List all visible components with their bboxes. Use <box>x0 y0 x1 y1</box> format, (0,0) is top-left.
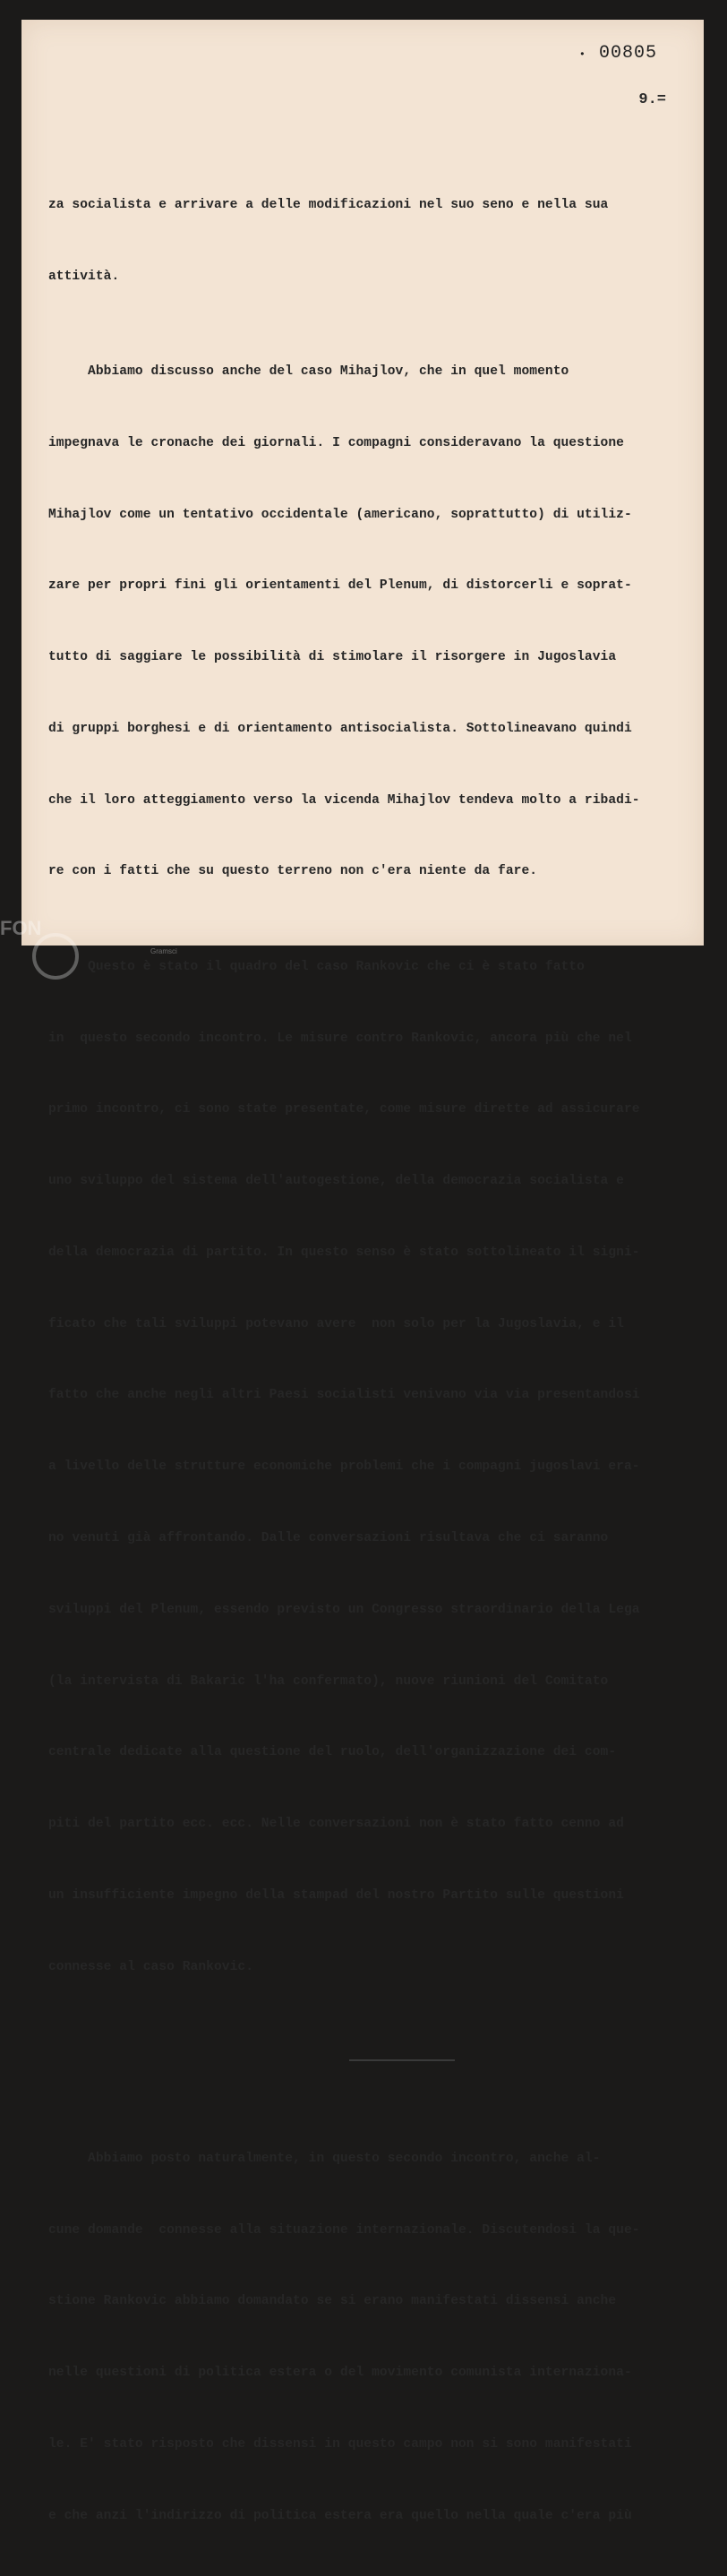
text-line: nelle questioni di politica estera o del movimento comunista internaziona- <box>48 2366 632 2381</box>
watermark-text: FON <box>0 917 42 939</box>
text-line: connesse al caso Rankovic. <box>48 1959 253 1974</box>
text-line: primo incontro, ci sono state presentate, come misure dirette ad assicurare <box>48 1102 640 1117</box>
document-number: • 00805 <box>578 43 657 64</box>
section-divider <box>349 2059 455 2061</box>
text-line: stione Rankovic abbiamo domandato se si erano manifestati dissensi anche <box>48 2294 617 2309</box>
text-line: fatto che anche negli altri Paesi socialisti venivano via via presentandosi <box>48 1388 640 1403</box>
watermark-subtext: Gramsci <box>150 947 177 955</box>
text-line: sviluppi del Plenum, essendo previsto un Congresso straordinario della Lega <box>48 1602 640 1617</box>
text-line: della democrazia di partito. In questo senso è stato sottolineato il signi- <box>48 1245 640 1260</box>
text-line: piti del partito ecc. ecc. Nelle conversazioni non è stato fatto cenno ad <box>48 1817 624 1832</box>
text-line: re con i fatti che su questo terreno non c'era niente da fare. <box>48 864 538 879</box>
text-line: di gruppi borghesi e di orientamento antisocialista. Sottolineavano quindi <box>48 721 632 736</box>
text-line: (la intervista di Bakaric l'ha confermato), nuove riunioni del Comitato <box>48 1673 609 1689</box>
text-line: Mihajlov come un tentativo occidentale (americano, soprattutto) di utiliz- <box>48 507 632 522</box>
archive-watermark <box>0 917 177 955</box>
text-line: le. E' stato risposto che dissensi in questo campo non si sono manifestati <box>48 2437 632 2452</box>
text-line: che il loro atteggiamento verso la vicenda Mihajlov tendeva molto a ribadi- <box>48 792 640 808</box>
text-line: Questo è stato il quadro del caso Rankovic che ci è stato fatto <box>48 959 585 974</box>
text-line: attività. <box>48 269 120 284</box>
body-text <box>48 122 693 2576</box>
text-line: cune domande connesse alla situazione internazionale. Discutendosi la que- <box>48 2222 640 2238</box>
text-line: uno sviluppo del sistema dell'autogestione, della democrazia socialista e <box>48 1174 624 1189</box>
text-line: e che anzi l'indirizzo di politica estera era quello nella quale c'era più <box>48 2508 632 2523</box>
text-line: za socialista e arrivare a delle modificazioni nel suo seno e nella sua <box>48 197 609 212</box>
text-line: ficato che tali sviluppi potevano avere non solo per la Jugoslavia, e il <box>48 1316 624 1331</box>
text-line: impegnava le cronache dei giornali. I compagni consideravano la questione <box>48 435 624 450</box>
page-number: 9.= <box>638 91 666 108</box>
text-line: Abbiamo posto naturalmente, in questo secondo incontro, anche al- <box>48 2151 601 2166</box>
text-line: in questo secondo incontro. Le misure contro Rankovic, ancora più che nel <box>48 1031 632 1046</box>
text-line: tutto di saggiare le possibilità di stimolare il risorgere in Jugoslavia <box>48 650 617 665</box>
text-line: Abbiamo discusso anche del caso Mihajlov, che in quel momento <box>48 364 569 379</box>
text-line: no venuti già affrontando. Dalle conversazioni risultava che ci saranno <box>48 1531 609 1546</box>
text-line: zare per propri fini gli orientamenti del Plenum, di distorcerli e soprat- <box>48 578 632 594</box>
document-number-value: 00805 <box>598 43 657 64</box>
text-line: a livello delle strutture economiche problemi che i compagni jugoslavi era- <box>48 1459 640 1475</box>
text-line: centrale dedicate alla questione del ruolo, dell'organizzazione dei com- <box>48 1745 617 1760</box>
watermark-logo-icon <box>32 933 79 980</box>
text-line: un insufficiente impegno della stampad del nostro Partito sulle questioni <box>48 1887 624 1903</box>
